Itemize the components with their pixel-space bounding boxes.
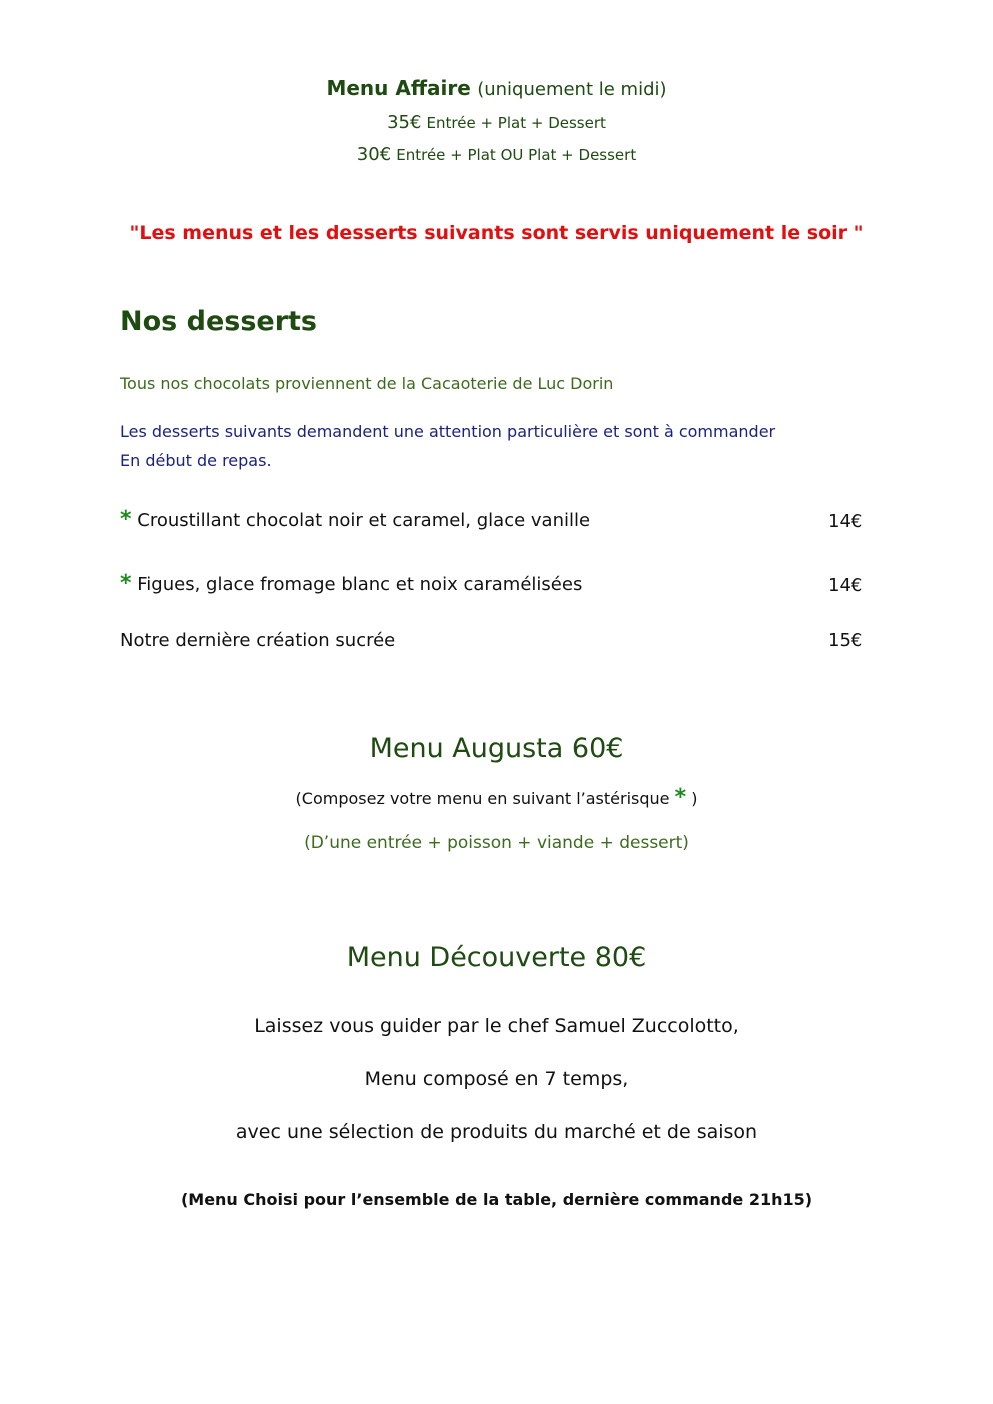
decouverte-title: Menu Découverte 80€	[346, 942, 647, 973]
dessert-item	[120, 507, 590, 532]
affaire-title: Menu Affaire	[326, 76, 471, 100]
dessert-name: Croustillant chocolat noir et caramel, glace vanille	[137, 510, 591, 531]
decouverte-line-3: avec une sélection de produits du marché et de saison	[235, 1121, 758, 1143]
evening-notice: "Les menus et les desserts suivants sont servis uniquement le soir "	[129, 222, 864, 244]
dessert-item	[120, 571, 582, 596]
desserts-heading: Nos desserts	[120, 306, 318, 337]
asterisk-icon: *	[120, 571, 132, 596]
desserts-intro: Tous nos chocolats proviennent de la Cacaoterie de Luc Dorin	[120, 374, 614, 393]
affaire-desc-2: Entrée + Plat OU Plat + Dessert	[396, 146, 637, 164]
affaire-price-2: 30€	[356, 144, 392, 165]
augusta-note-close: )	[691, 789, 698, 808]
affaire-desc-1: Entrée + Plat + Dessert	[426, 114, 606, 132]
dessert-name: Figues, glace fromage blanc et noix caramélisées	[137, 574, 583, 595]
affaire-option-2	[0, 144, 993, 165]
augusta-note-text: (Composez votre menu en suivant l’astérisque	[295, 789, 670, 808]
desserts-note-line-2: En début de repas.	[120, 451, 272, 470]
affaire-price-1: 35€	[387, 112, 422, 133]
augusta-title: Menu Augusta 60€	[369, 733, 624, 764]
affaire-heading	[0, 76, 993, 100]
augusta-note	[0, 785, 993, 810]
dessert-item	[120, 630, 395, 651]
desserts-note-line-1: Les desserts suivants demandent une attention particulière et sont à commander	[120, 422, 776, 441]
dessert-price: 14€	[828, 575, 863, 596]
affaire-option-1	[0, 112, 993, 133]
affaire-subtitle: (uniquement le midi)	[477, 79, 667, 100]
decouverte-line-1: Laissez vous guider par le chef Samuel Zuccolotto,	[254, 1015, 739, 1037]
dessert-price: 14€	[828, 511, 863, 532]
augusta-composition: (D’une entrée + poisson + viande + dessert)	[304, 833, 689, 853]
asterisk-icon: *	[674, 785, 687, 810]
asterisk-icon: *	[120, 507, 132, 532]
decouverte-line-2: Menu composé en 7 temps,	[364, 1068, 629, 1090]
dessert-name: Notre dernière création sucrée	[120, 630, 396, 651]
dessert-price: 15€	[828, 630, 863, 651]
decouverte-footnote: (Menu Choisi pour l’ensemble de la table, dernière commande 21h15)	[180, 1190, 813, 1209]
